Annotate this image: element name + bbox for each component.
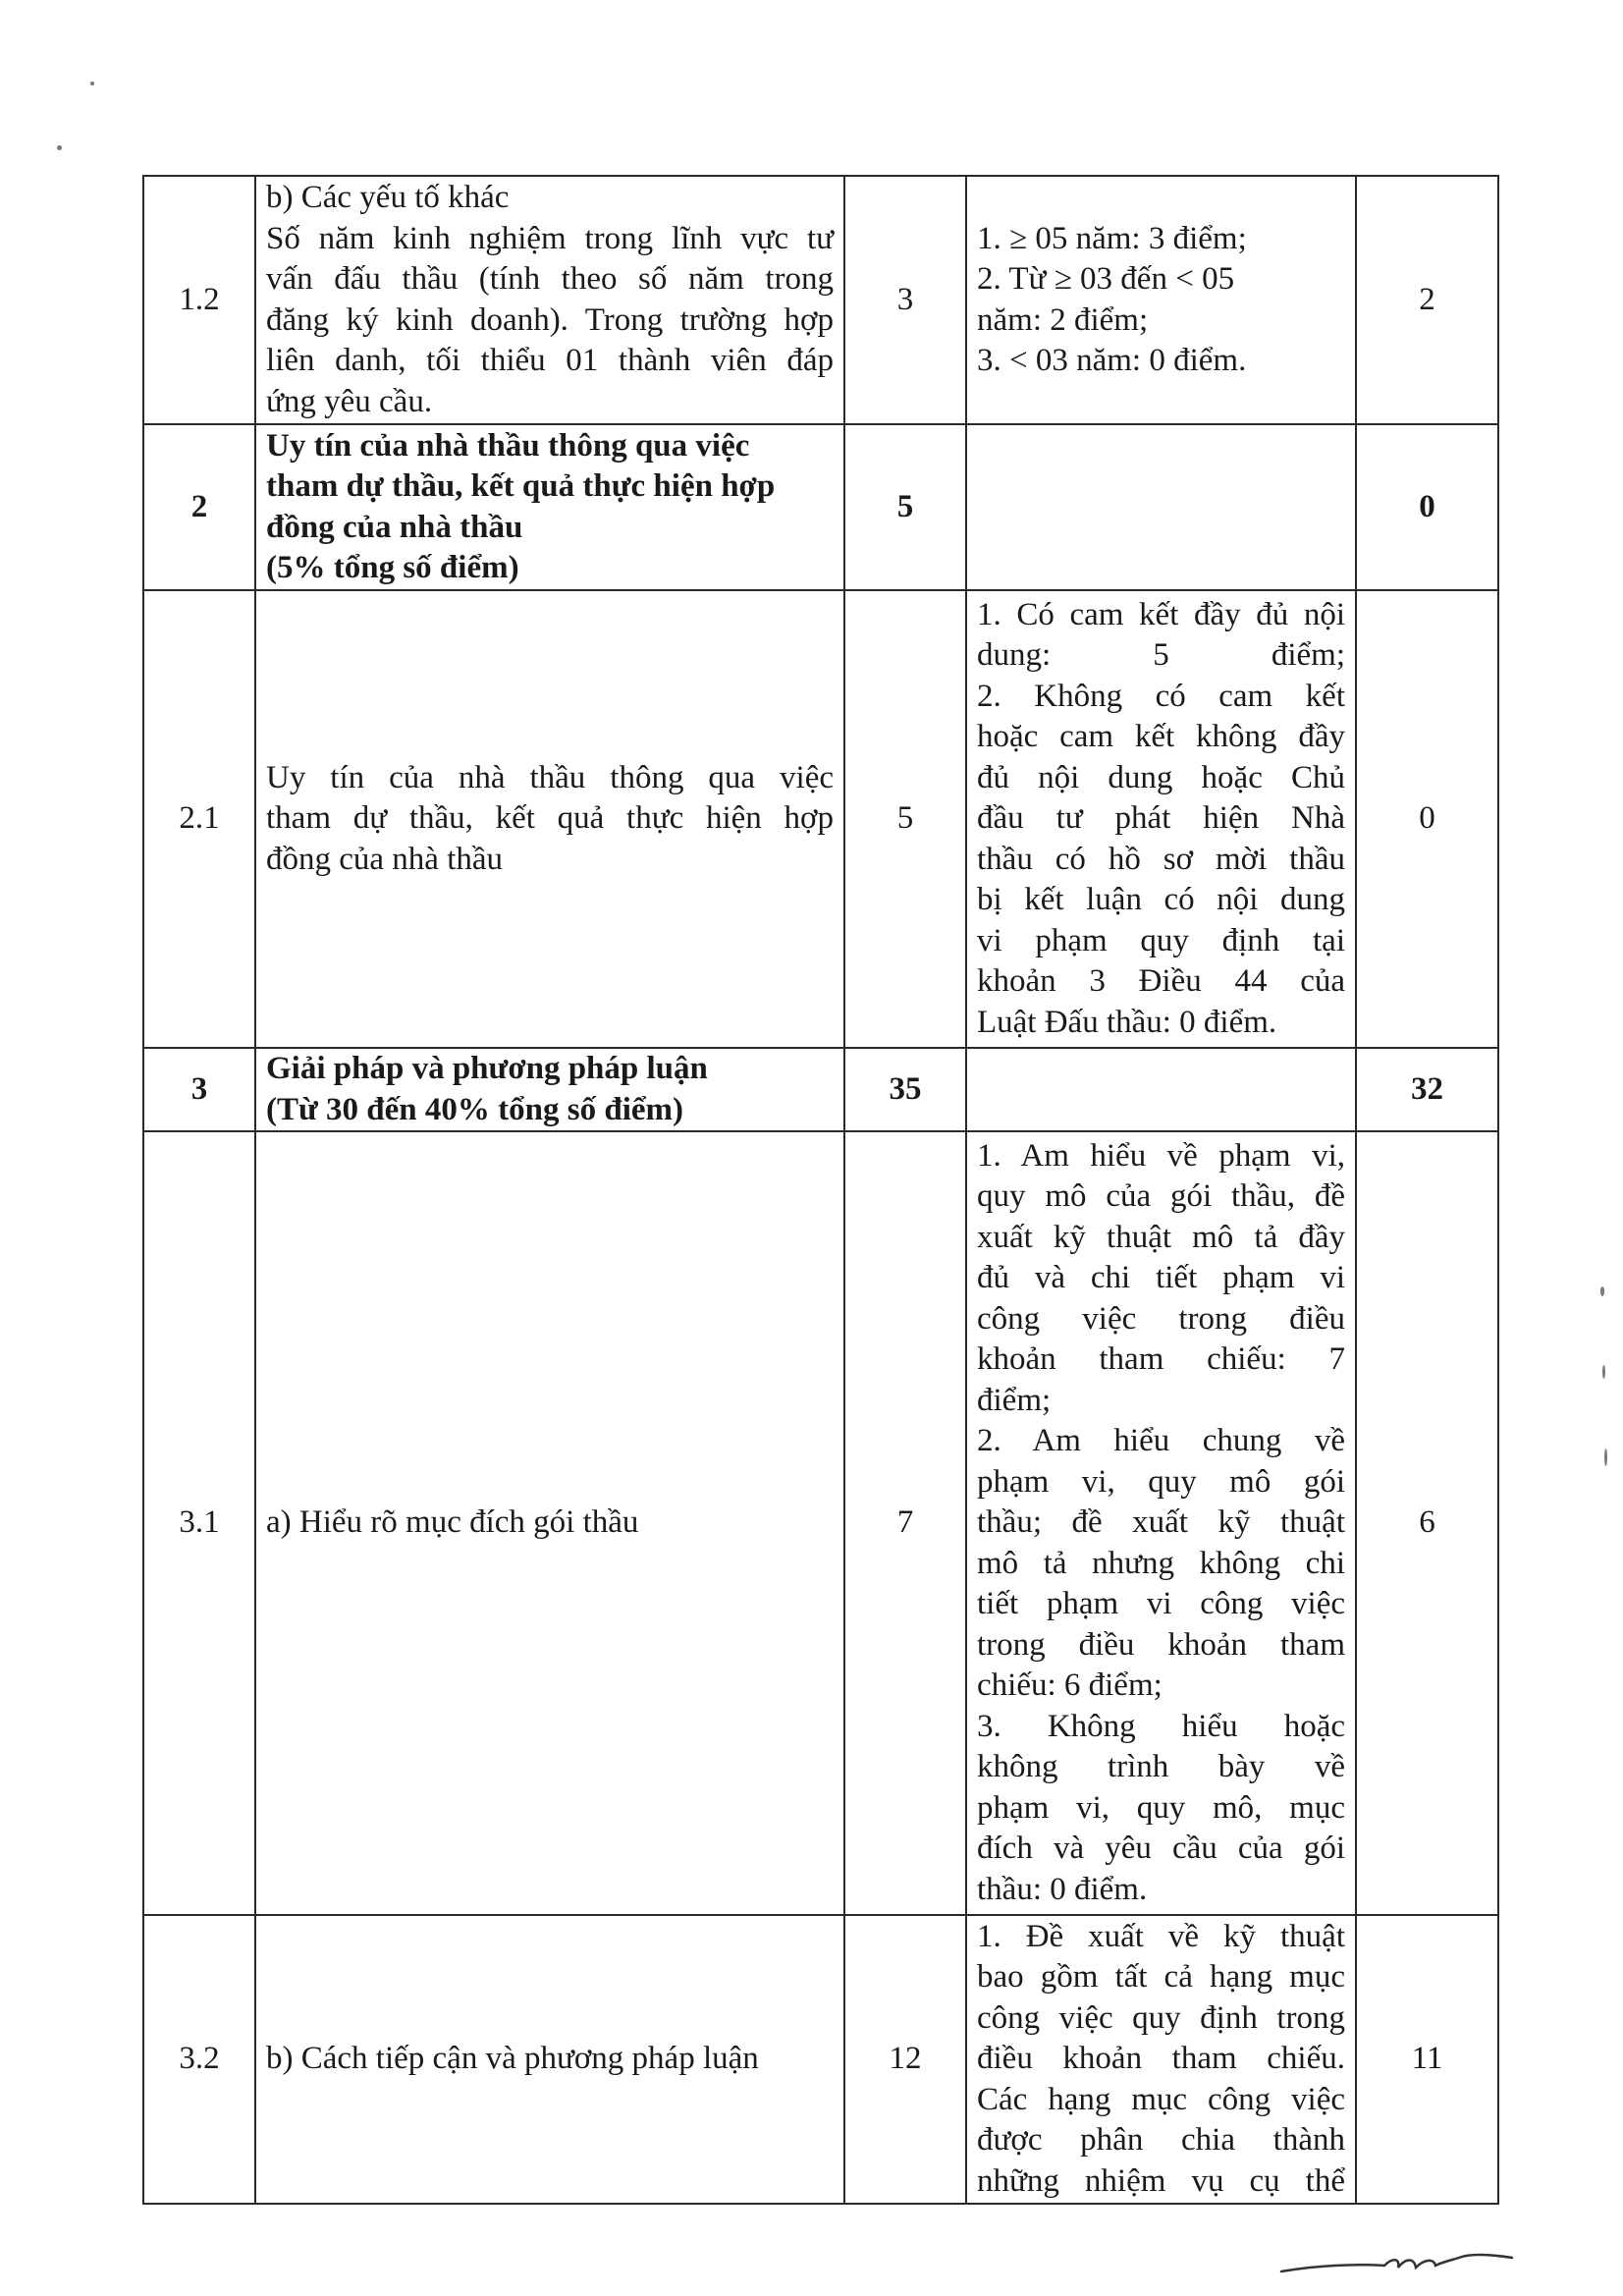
max-score: 5 (844, 590, 966, 1048)
criteria-line: 3. Không hiểu hoặc (977, 1708, 1345, 1744)
criteria-line: 1. ≥ 05 năm: 3 điểm; (977, 220, 1247, 256)
table-row (143, 424, 1498, 590)
table-row (143, 1915, 1498, 2204)
criteria-line: 2. Am hiểu chung về (977, 1423, 1345, 1459)
row-number: 2.1 (143, 590, 255, 1048)
content-line: b) Các yếu tố khác (266, 180, 510, 215)
row-content (255, 1048, 844, 1131)
criteria-line: thầu: 0 điểm. (977, 1871, 1148, 1907)
criteria-line: phạm vi, quy mô, mục (977, 1789, 1345, 1826)
scan-speck (1604, 1449, 1607, 1466)
criteria-line: được phân chia thành (977, 2122, 1345, 2159)
criteria-line: đủ nội dung hoặc Chủ (977, 759, 1345, 795)
criteria-line: đích và yêu cầu của gói (977, 1831, 1345, 1867)
row-number: 3.2 (143, 1915, 255, 2204)
content-line: Uy tín của nhà thầu thông qua việc (266, 759, 834, 795)
criteria-line: phạm vi, quy mô gói (977, 1463, 1345, 1500)
criteria-line: xuất kỹ thuật mô tả đầy (977, 1219, 1345, 1255)
max-score: 5 (844, 424, 966, 590)
awarded-score: 32 (1356, 1048, 1498, 1131)
content-line: b) Cách tiếp cận và phương pháp luận (266, 2041, 759, 2077)
scan-speck (1602, 1365, 1605, 1379)
table-row (143, 590, 1498, 1048)
criteria-line: trong điều khoản tham (977, 1626, 1345, 1663)
max-score: 12 (844, 1915, 966, 2204)
row-number: 3.1 (143, 1131, 255, 1915)
row-number: 3 (143, 1048, 255, 1131)
awarded-score: 0 (1356, 590, 1498, 1048)
content-line: tham dự thầu, kết quả thực hiện hợp (266, 468, 776, 504)
content-line: đồng của nhà thầu (266, 841, 504, 877)
scoring-criteria (966, 424, 1356, 590)
max-score: 7 (844, 1131, 966, 1915)
table-row (143, 1048, 1498, 1131)
criteria-line: 2. Không có cam kết (977, 678, 1345, 714)
evaluation-table (142, 175, 1499, 2205)
criteria-line: không trình bày về (977, 1749, 1345, 1785)
criteria-line: thầu có hồ sơ mời thầu (977, 841, 1345, 877)
scan-speck (57, 145, 62, 150)
content-line: ứng yêu cầu. (266, 383, 433, 419)
criteria-line: bị kết luận có nội dung (977, 882, 1345, 918)
criteria-line: tiết phạm vi công việc (977, 1586, 1345, 1622)
content-line: tham dự thầu, kết quả thực hiện hợp (266, 800, 834, 837)
criteria-line: mô tả nhưng không chi (977, 1545, 1345, 1581)
criteria-line: điều khoản tham chiếu. (977, 2041, 1345, 2077)
criteria-line: bao gồm tất cả hạng mục (977, 1959, 1345, 1995)
scan-speck (1600, 1286, 1604, 1296)
content-line: (Từ 30 đến 40% tổng số điểm) (266, 1091, 683, 1127)
row-content (255, 1131, 844, 1915)
criteria-line: điểm; (977, 1382, 1052, 1418)
criteria-line: 1. Am hiểu về phạm vi, (977, 1137, 1345, 1174)
content-line: Số năm kinh nghiệm trong lĩnh vực tư (266, 220, 834, 256)
criteria-line: năm: 2 điểm; (977, 301, 1149, 338)
scoring-criteria (966, 1048, 1356, 1131)
row-number: 2 (143, 424, 255, 590)
row-content (255, 176, 844, 424)
criteria-line: đủ và chi tiết phạm vi (977, 1260, 1345, 1296)
awarded-score: 2 (1356, 176, 1498, 424)
content-line: đồng của nhà thầu (266, 509, 523, 545)
scoring-criteria (966, 176, 1356, 424)
content-line: đăng ký kinh doanh). Trong trường hợp (266, 301, 834, 338)
signature-mark (1276, 2244, 1522, 2283)
criteria-line: vi phạm quy định tại (977, 922, 1345, 958)
scoring-criteria (966, 1131, 1356, 1915)
table-row (143, 1131, 1498, 1915)
row-content (255, 590, 844, 1048)
signature-stroke (1281, 2255, 1512, 2271)
criteria-line: 1. Đề xuất về kỹ thuật (977, 1918, 1345, 1954)
max-score: 35 (844, 1048, 966, 1131)
criteria-line: Các hạng mục công việc (977, 2081, 1345, 2117)
content-line: liên danh, tối thiểu 01 thành viên đáp (266, 343, 834, 378)
criteria-line: công việc quy định trong (977, 1999, 1345, 2036)
content-line: Uy tín của nhà thầu thông qua việc (266, 427, 750, 464)
awarded-score: 11 (1356, 1915, 1498, 2204)
scan-speck (90, 82, 94, 85)
awarded-score: 0 (1356, 424, 1498, 590)
criteria-line: 3. < 03 năm: 0 điểm. (977, 343, 1247, 378)
criteria-line: 2. Từ ≥ 03 đến < 05 (977, 261, 1235, 297)
row-content (255, 1915, 844, 2204)
criteria-line: thầu; đề xuất kỹ thuật (977, 1504, 1345, 1541)
criteria-line: khoản tham chiếu: 7 (977, 1341, 1345, 1378)
content-line: a) Hiểu rõ mục đích gói thầu (266, 1504, 639, 1541)
criteria-line: đầu tư phát hiện Nhà (977, 800, 1345, 837)
max-score: 3 (844, 176, 966, 424)
criteria-line: chiếu: 6 điểm; (977, 1667, 1163, 1704)
content-line: (5% tổng số điểm) (266, 550, 519, 585)
criteria-line: 1. Có cam kết đầy đủ nội (977, 596, 1345, 632)
table-row (143, 176, 1498, 424)
criteria-line: khoản 3 Điều 44 của (977, 963, 1345, 1000)
awarded-score: 6 (1356, 1131, 1498, 1915)
row-number: 1.2 (143, 176, 255, 424)
criteria-line: những nhiệm vụ cụ thể (977, 2162, 1345, 2199)
criteria-line: quy mô của gói thầu, đề (977, 1178, 1345, 1215)
scoring-criteria (966, 1915, 1356, 2204)
criteria-line: hoặc cam kết không đầy (977, 719, 1345, 755)
content-line: Giải pháp và phương pháp luận (266, 1051, 708, 1086)
content-line: vấn đấu thầu (tính theo số năm trong (266, 261, 834, 297)
criteria-line: dung: 5 điểm; (977, 637, 1345, 674)
criteria-line: Luật Đấu thầu: 0 điểm. (977, 1004, 1277, 1040)
criteria-line: công việc trong điều (977, 1300, 1345, 1337)
scoring-criteria (966, 590, 1356, 1048)
row-content (255, 424, 844, 590)
